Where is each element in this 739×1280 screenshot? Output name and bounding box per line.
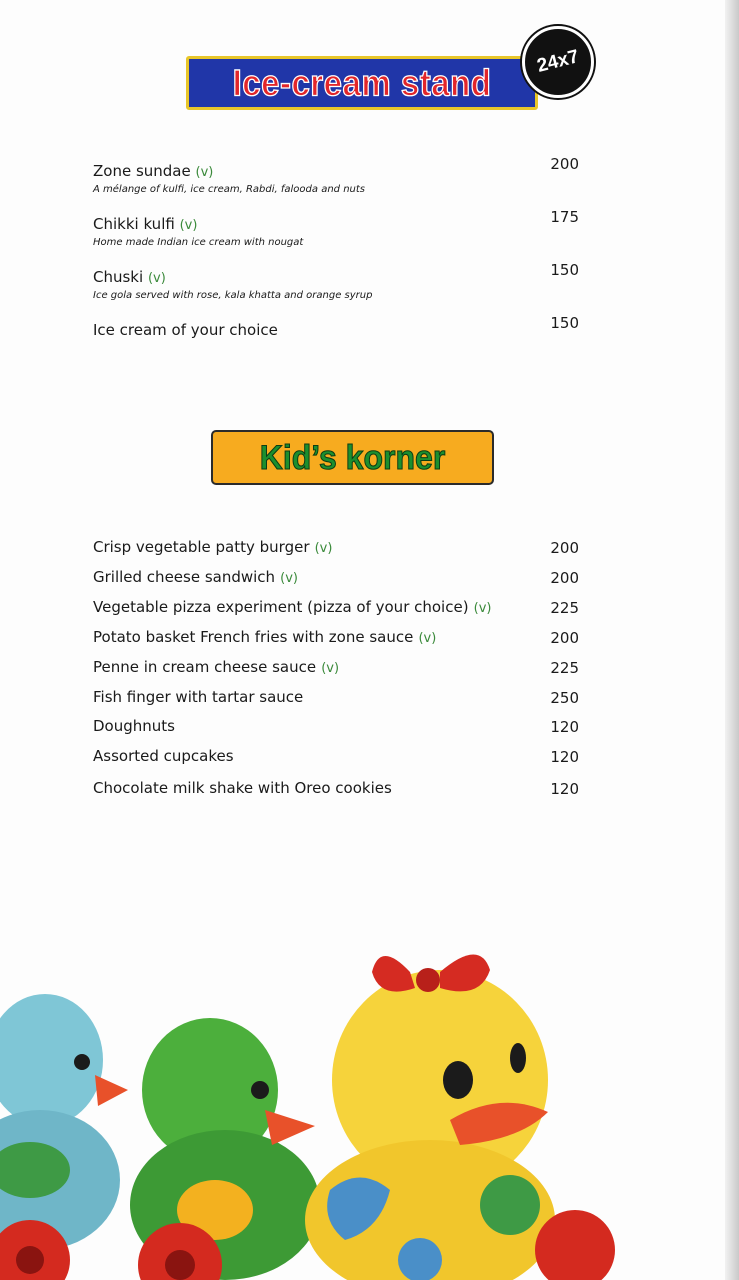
item-name: Fish finger with tartar sauce xyxy=(93,688,304,706)
menu-item xyxy=(93,537,579,557)
item-name: Grilled cheese sandwich xyxy=(93,568,276,586)
icecream-section-banner xyxy=(186,56,538,110)
item-name: Assorted cupcakes xyxy=(93,747,234,765)
item-name: Ice cream of your choice xyxy=(93,321,278,339)
item-price: 200 xyxy=(550,569,579,587)
item-name: Vegetable pizza experiment (pizza of your choice) xyxy=(93,598,469,616)
item-price: 150 xyxy=(550,314,579,332)
veg-marker: (v) xyxy=(195,165,214,180)
24x7-badge-icon xyxy=(522,26,594,98)
veg-marker: (v) xyxy=(280,571,298,586)
item-description: Home made Indian ice cream with nougat xyxy=(93,237,304,248)
icecream-section-title: Ice-cream stand xyxy=(232,61,492,104)
item-name: Doughnuts xyxy=(93,717,175,735)
item-name: Zone sundae xyxy=(93,162,191,180)
veg-marker: (v) xyxy=(418,631,437,646)
menu-item xyxy=(93,208,579,249)
item-price: 175 xyxy=(550,208,579,226)
item-price: 200 xyxy=(550,155,579,173)
menu-item xyxy=(93,314,579,339)
item-description: Ice gola served with rose, kala khatta and orange syrup xyxy=(93,290,373,301)
item-name: Penne in cream cheese sauce xyxy=(93,658,317,676)
item-price: 120 xyxy=(550,780,579,798)
menu-item xyxy=(93,687,579,707)
menu-item xyxy=(93,778,579,798)
menu-item xyxy=(93,627,579,647)
veg-marker: (v) xyxy=(179,218,198,233)
veg-marker: (v) xyxy=(147,271,166,286)
veg-marker: (v) xyxy=(473,601,492,616)
menu-item xyxy=(93,716,579,736)
menu-item xyxy=(93,746,579,766)
toy-ducks-illustration xyxy=(0,930,739,1280)
menu-item xyxy=(93,261,579,302)
veg-marker: (v) xyxy=(321,661,340,676)
item-price: 200 xyxy=(550,629,579,647)
green-duck-toy xyxy=(130,1018,320,1280)
menu-item xyxy=(93,567,579,587)
kids-section-banner xyxy=(211,430,494,485)
item-price: 150 xyxy=(550,261,579,279)
item-price: 250 xyxy=(550,689,579,707)
veg-marker: (v) xyxy=(314,541,333,556)
item-price: 120 xyxy=(550,748,579,766)
menu-item xyxy=(93,657,579,677)
item-price: 225 xyxy=(550,599,579,617)
badge-label: 24x7 xyxy=(534,46,581,77)
item-name: Chikki kulfi xyxy=(93,215,175,233)
item-name: Crisp vegetable patty burger xyxy=(93,538,310,556)
yellow-duck-toy xyxy=(305,954,615,1280)
menu-item xyxy=(93,155,579,196)
kids-section-title: Kid’s korner xyxy=(259,437,446,477)
menu-item xyxy=(93,597,579,617)
item-price: 200 xyxy=(550,539,579,557)
item-name: Potato basket French fries with zone sauce xyxy=(93,628,414,646)
item-name: Chuski xyxy=(93,268,144,286)
blue-duck-toy xyxy=(0,994,128,1280)
item-price: 120 xyxy=(550,718,579,736)
item-description: A mélange of kulfi, ice cream, Rabdi, falooda and nuts xyxy=(93,184,365,195)
item-price: 225 xyxy=(550,659,579,677)
item-name: Chocolate milk shake with Oreo cookies xyxy=(93,779,392,797)
